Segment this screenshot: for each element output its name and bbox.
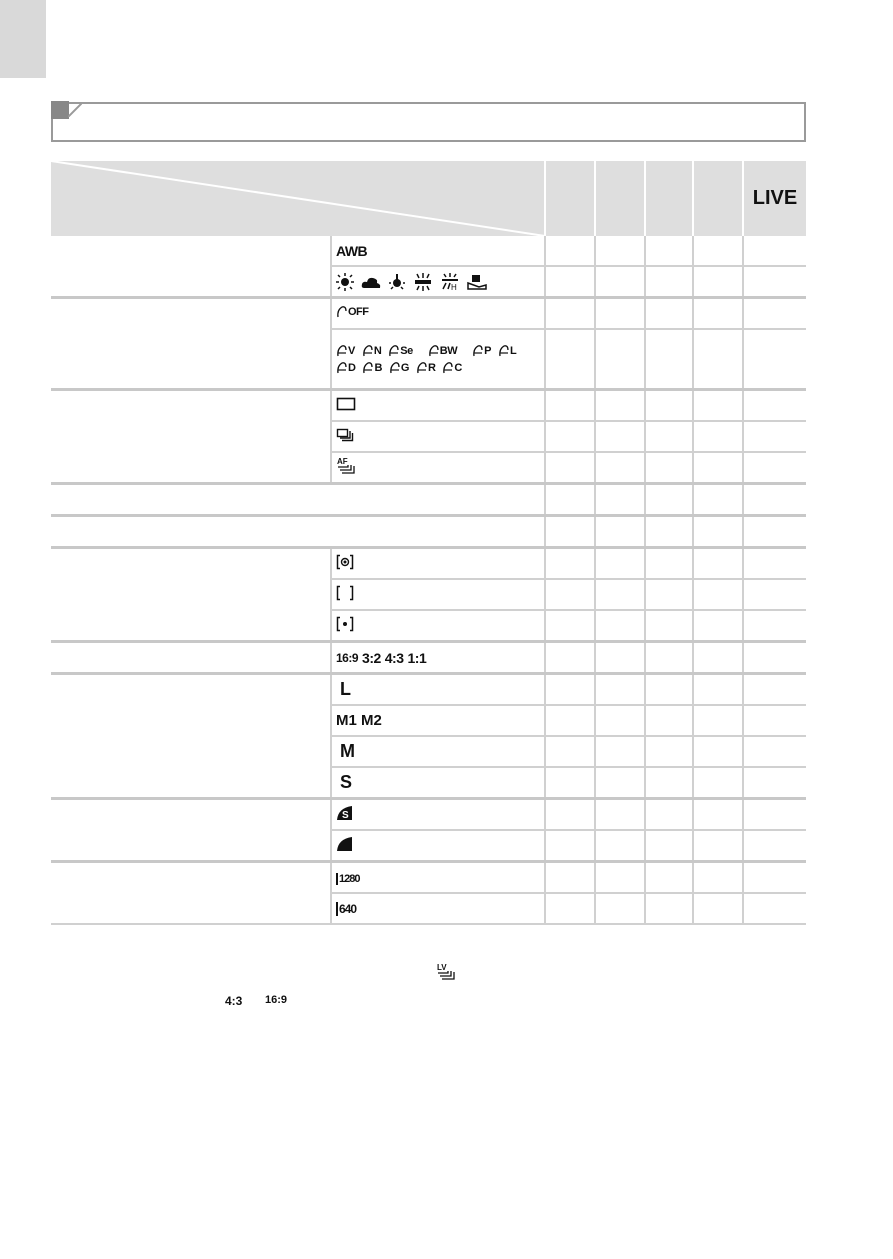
aspect-4-3-icon: 4:3 [384, 649, 404, 666]
section-header-bar [51, 102, 806, 142]
function-label [51, 516, 545, 548]
size-medium-1-2-icon: M1 M2 [336, 712, 382, 729]
af-continuous-icon [336, 456, 356, 476]
size-medium-3-icon: M [340, 741, 355, 761]
table-row [51, 298, 806, 330]
header-diagonal-cell [51, 161, 545, 236]
function-label [51, 390, 331, 484]
table-row [51, 642, 806, 674]
aspect-16-9-icon: 16:9 [336, 650, 359, 665]
function-label [51, 642, 331, 674]
side-tab [0, 0, 46, 78]
section-marker-square [51, 101, 69, 119]
my-colors-darker-icon: D [336, 361, 355, 375]
evaluative-metering-icon [336, 554, 354, 570]
size-large-icon: L [340, 679, 351, 699]
table-row [51, 674, 806, 706]
function-label [51, 236, 331, 298]
awb-icon: AWB [336, 242, 368, 259]
mode-column-4 [693, 161, 743, 236]
my-colors-positive-icon: P [472, 344, 491, 358]
my-colors-green-icon: G [389, 361, 409, 375]
function-label [51, 298, 331, 390]
section-marker-corner [68, 103, 82, 117]
table-row [51, 236, 806, 266]
my-colors-lighter-icon: L [498, 344, 516, 358]
svg-text:S: S [342, 810, 349, 821]
tungsten-icon [388, 273, 406, 291]
footnote-lv-icon [436, 962, 456, 985]
my-colors-custom-icon: C [442, 361, 461, 375]
underwater-icon [467, 274, 487, 290]
table-row [51, 862, 806, 894]
movie-1280-icon: 1280 [336, 873, 359, 885]
my-colors-neutral-icon: N [362, 344, 381, 358]
svg-text:AF: AF [337, 457, 348, 466]
table-row [51, 516, 806, 548]
spot-metering-icon [336, 616, 354, 632]
single-shot-icon [336, 396, 356, 412]
my-colors-sepia-icon: Se [388, 344, 412, 358]
my-colors-bw-icon: BW [428, 344, 457, 358]
table-row [51, 548, 806, 580]
fluorescent-icon [413, 273, 433, 291]
function-label [51, 484, 545, 516]
cloud-icon [361, 274, 381, 290]
mode-column-2 [595, 161, 645, 236]
function-label [51, 548, 331, 642]
superfine-icon [336, 805, 354, 821]
table-row [51, 484, 806, 516]
mode-column-live: LIVE [743, 161, 806, 236]
svg-text:H: H [451, 282, 457, 291]
table-row [51, 799, 806, 831]
size-small-icon: S [340, 772, 353, 792]
function-label [51, 862, 331, 925]
continuous-icon [336, 427, 354, 443]
function-label [51, 674, 331, 799]
aspect-3-2-icon: 3:2 [362, 649, 381, 666]
my-colors-vivid-icon: V [336, 344, 355, 358]
table-header-row [51, 161, 806, 236]
fine-icon [336, 836, 354, 852]
movie-640-icon: 640 [336, 902, 356, 916]
my-colors-blue-icon: B [362, 361, 381, 375]
footnote-aspect-16-9: 16:9 [265, 994, 288, 1006]
function-availability-table [51, 161, 806, 925]
table-row [51, 390, 806, 422]
center-weighted-icon [336, 585, 354, 601]
sun-icon [336, 273, 354, 291]
function-label [51, 799, 331, 862]
aspect-1-1-icon: 1:1 [407, 649, 427, 666]
fluorescent-h-icon [440, 273, 460, 291]
my-colors-off-icon: OFF [336, 305, 369, 319]
my-colors-red-icon: R [416, 361, 435, 375]
footnote-aspect-4-3: 4:3 [225, 994, 243, 1008]
mode-column-1 [545, 161, 595, 236]
mode-column-3 [645, 161, 693, 236]
svg-text:LV: LV [437, 963, 447, 972]
